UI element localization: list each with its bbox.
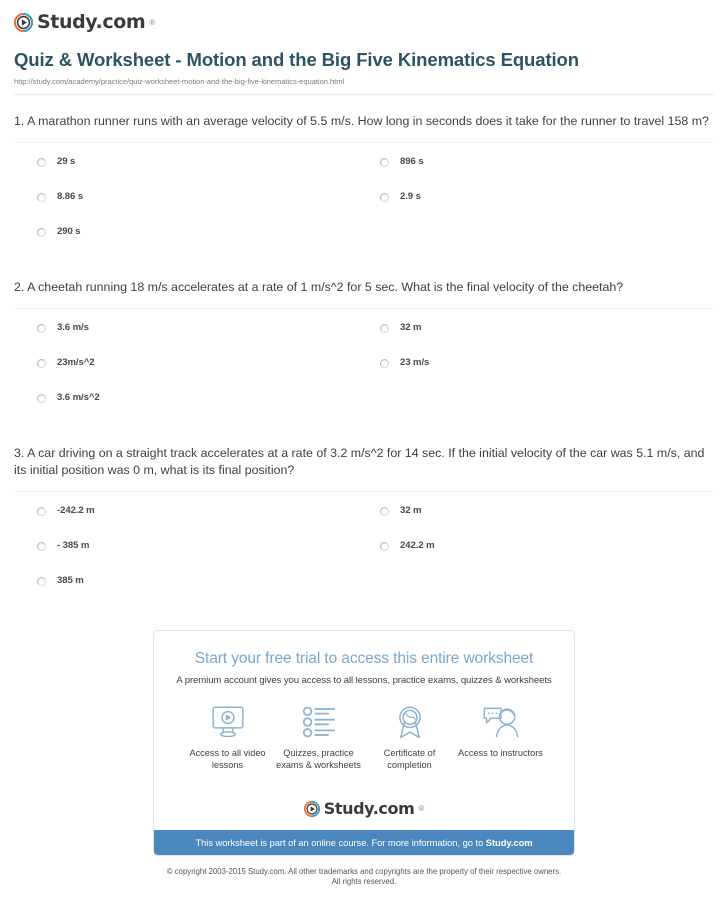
instructor-chat-icon (455, 703, 546, 741)
answer-options (14, 492, 714, 610)
monitor-video-icon (182, 703, 273, 741)
answer-options (14, 143, 714, 261)
answer-option[interactable] (37, 156, 380, 191)
logo-wordmark: Study.com (323, 799, 415, 818)
radio-button-icon[interactable] (380, 193, 389, 202)
free-trial-card (153, 630, 575, 856)
radio-button-icon[interactable] (37, 158, 46, 167)
radio-button-icon[interactable] (37, 324, 46, 333)
answer-option[interactable] (380, 322, 714, 357)
radio-button-icon[interactable] (380, 158, 389, 167)
checklist-icon (273, 703, 364, 741)
feature-label: Access to instructors (458, 748, 543, 758)
promo-study-com-logo[interactable] (154, 785, 574, 830)
promo-bar-text: This worksheet is part of an online course. For more information, go to (195, 837, 486, 848)
answer-label: 29 s (57, 156, 76, 167)
question-block (14, 261, 714, 427)
answer-option[interactable] (37, 191, 380, 226)
answer-label: 23m/s^2 (57, 357, 95, 368)
play-circle-icon (14, 13, 33, 32)
answer-option-empty (380, 575, 714, 610)
radio-button-icon[interactable] (380, 542, 389, 551)
title-block (0, 46, 728, 95)
radio-button-icon[interactable] (37, 577, 46, 586)
answer-option[interactable] (37, 357, 380, 392)
certificate-ribbon-icon (364, 703, 455, 741)
radio-button-icon[interactable] (37, 394, 46, 403)
answer-options (14, 309, 714, 427)
radio-button-icon[interactable] (380, 507, 389, 516)
question-block (14, 95, 714, 261)
answer-label: 242.2 m (400, 540, 435, 551)
feature-label: Certificate of completion (383, 748, 436, 770)
promo-title: Start your free trial to access this entire worksheet (194, 650, 534, 667)
answer-label: 385 m (57, 575, 84, 586)
answer-label: - 385 m (57, 540, 90, 551)
answer-option[interactable] (37, 540, 380, 575)
answer-label: 32 m (400, 322, 422, 333)
answer-label: 8.86 s (57, 191, 84, 202)
feature-label: Access to all video lessons (189, 748, 266, 770)
question-text: 2. A cheetah running 18 m/s accelerates at a rate of 1 m/s^2 for 5 sec. What is the final velocity of the cheetah? (14, 280, 624, 294)
copyright-line-2: All rights reserved. (331, 877, 397, 886)
feature-list (170, 686, 558, 771)
feature-item (364, 703, 455, 771)
radio-button-icon[interactable] (380, 324, 389, 333)
page-url: http://study.com/academy/practice/quiz-worksheet-motion-and-the-big-five-kinematics-equation.html (14, 77, 345, 86)
answer-label: 3.6 m/s (57, 322, 89, 333)
logo-trademark: ® (149, 17, 156, 27)
radio-button-icon[interactable] (37, 359, 46, 368)
promo-subtitle: A premium account gives you access to all lessons, practice exams, quizzes & worksheets (176, 675, 552, 686)
answer-option[interactable] (380, 191, 714, 226)
answer-label: 32 m (400, 505, 422, 516)
question-block (14, 427, 714, 610)
answer-label: -242.2 m (57, 505, 95, 516)
answer-option[interactable] (37, 226, 380, 261)
radio-button-icon[interactable] (380, 359, 389, 368)
radio-button-icon[interactable] (37, 542, 46, 551)
answer-label: 290 s (57, 226, 81, 237)
answer-option[interactable] (37, 392, 380, 427)
question-text: 1. A marathon runner runs with an average velocity of 5.5 m/s. How long in seconds does it take for the runner to travel 158 m? (14, 114, 709, 128)
answer-option[interactable] (380, 505, 714, 540)
answer-option[interactable] (380, 156, 714, 191)
page-header (0, 0, 728, 46)
copyright-footer (0, 856, 728, 887)
radio-button-icon[interactable] (37, 193, 46, 202)
answer-label: 23 m/s (400, 357, 430, 368)
page-title: Quiz & Worksheet - Motion and the Big Five Kinematics Equation (14, 49, 579, 70)
logo-trademark: ® (418, 804, 425, 813)
play-circle-icon (304, 801, 320, 817)
study-com-logo[interactable] (14, 11, 728, 33)
radio-button-icon[interactable] (37, 507, 46, 516)
answer-option-empty (380, 392, 714, 427)
answer-option[interactable] (37, 322, 380, 357)
answer-option[interactable] (380, 540, 714, 575)
answer-label: 2.9 s (400, 191, 421, 202)
copyright-line-1: © copyright 2003-2015 Study.com. All other trademarks and copyrights are the property of their respective owners. (166, 867, 562, 876)
answer-option[interactable] (37, 575, 380, 610)
feature-label: Quizzes, practice exams & worksheets (276, 748, 361, 770)
answer-option[interactable] (380, 357, 714, 392)
logo-wordmark: Study.com (37, 11, 146, 33)
feature-item (273, 703, 364, 771)
answer-option[interactable] (37, 505, 380, 540)
question-text: 3. A car driving on a straight track accelerates at a rate of 3.2 m/s^2 for 14 sec. If the initial velocity of the car was 5.1 m/s, and its initial position was 0 m, what is its final position? (14, 446, 705, 477)
promo-section (0, 610, 728, 856)
feature-item (182, 703, 273, 771)
quiz-body (0, 95, 728, 610)
answer-option-empty (380, 226, 714, 261)
answer-label: 3.6 m/s^2 (57, 392, 100, 403)
promo-footer-bar (154, 830, 574, 855)
radio-button-icon[interactable] (37, 228, 46, 237)
promo-bar-link[interactable]: Study.com (485, 837, 533, 848)
feature-item (455, 703, 546, 771)
answer-label: 896 s (400, 156, 424, 167)
